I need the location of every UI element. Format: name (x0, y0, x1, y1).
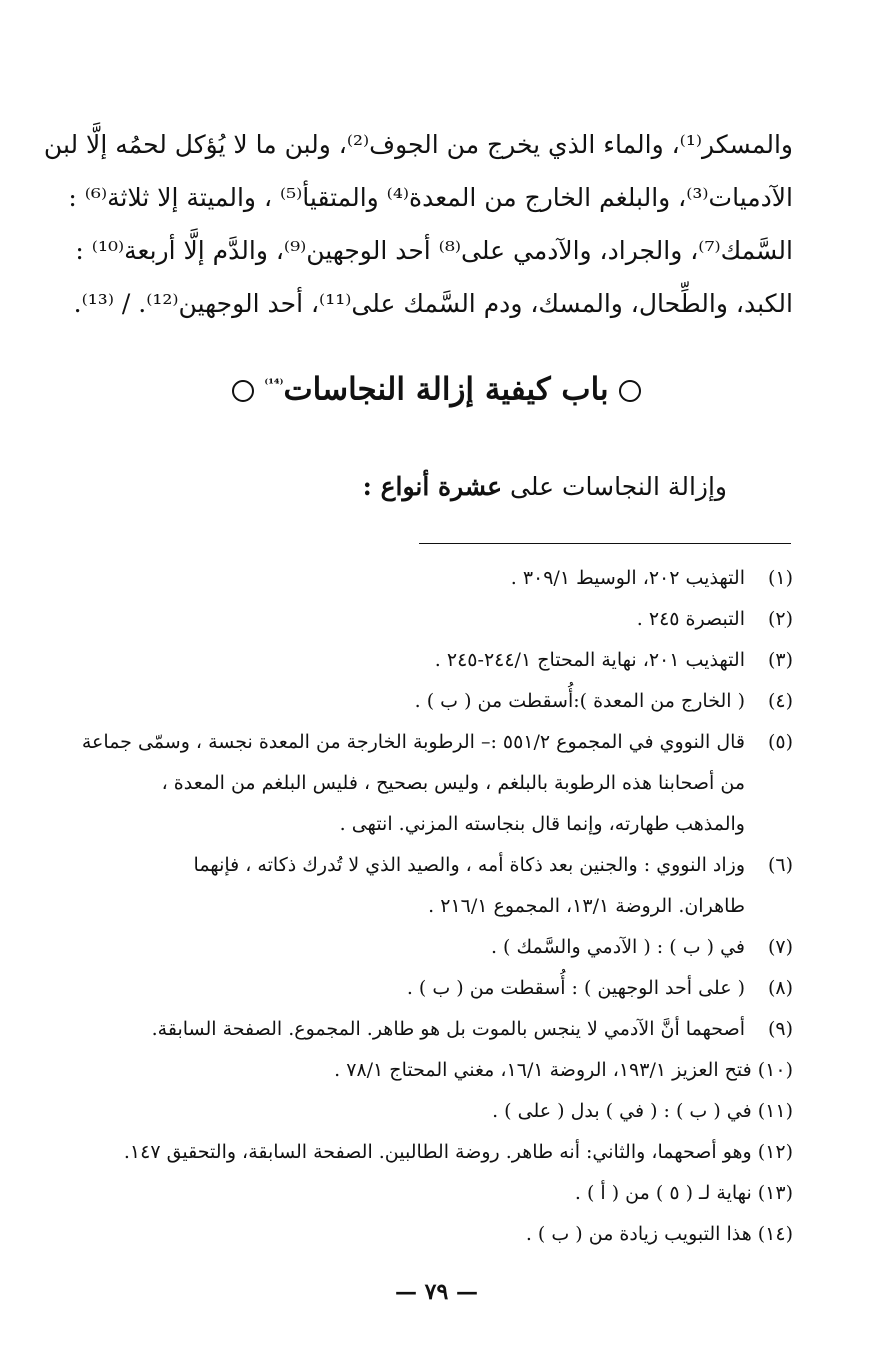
footnote-number: (٢) (767, 608, 793, 630)
footnote (78, 599, 793, 640)
footnote-text: في ( ب ) : ( في ) بدل ( على ) . (492, 1100, 752, 1122)
footnote-text: التهذيب ٢٠٢، الوسيط ٣٠٩/١ . (510, 567, 745, 589)
footnote-text: وهو أصحهما، والثاني: أنه طاهر. روضة الطالبين. الصفحة السابقة، والتحقيق ١٤٧. (123, 1141, 752, 1163)
footnote-text: في ( ب ) : ( الآدمي والسَّمك ) . (490, 936, 745, 958)
footnote (78, 1173, 793, 1214)
footnote-text: فتح العزيز ١٩٣/١، الروضة ١٦/١، مغني المحتاج ٧٨/١ . (334, 1059, 752, 1081)
footnote (78, 1132, 793, 1173)
footnote-number: (١٢) (757, 1141, 793, 1163)
footnote-continuation: طاهران. الروضة ١٣/١، المجموع ٢١٦/١ . (428, 895, 745, 917)
footnote-number: (١٣) (757, 1182, 793, 1204)
footnote-number: (٨) (767, 977, 793, 999)
body-line-4: الكبد، والطِّحال، والمسك، ودم السَّمك على⁽¹¹⁾، أحد الوجهين⁽¹²⁾. / ⁽¹³⁾. (73, 289, 793, 318)
footnote-text: وزاد النووي : والجنين بعد ذكاة أمه ، والصيد الذي لا تُدرك ذكاته ، فإنهما (193, 854, 745, 876)
footnote (78, 640, 793, 681)
footnote-number: (١٠) (757, 1059, 793, 1081)
footnote (78, 722, 793, 763)
footnote-text: قال النووي في المجموع ٥٥١/٢ :– الرطوبة الخارجة من المعدة نجسة ، وسمّى جماعة (81, 731, 745, 753)
page-number: — ٧٩ — (395, 1279, 478, 1305)
intro-text: وإزالة النجاسات على (510, 472, 727, 501)
intro-sentence (363, 465, 727, 509)
footnote-number: (١) (767, 567, 793, 589)
footnote-text: أصحهما أنَّ الآدمي لا ينجس بالموت بل هو طاهر. المجموع. الصفحة السابقة. (151, 1018, 745, 1040)
footnote-text: التبصرة ٢٤٥ . (636, 608, 745, 630)
body-line-1: والمسكر⁽¹⁾، والماء الذي يخرج من الجوف⁽²⁾، ولبن ما لا يُؤكل لحمُه إلَّا لبن (43, 130, 793, 159)
chapter-heading (0, 360, 873, 414)
footnote-number: (١٤) (757, 1223, 793, 1245)
body-line-3: السَّمك⁽⁷⁾، والجراد، والآدمي على⁽⁸⁾ أحد الوجهين⁽⁹⁾، والدَّم إلَّا أربعة⁽¹⁰⁾ : (75, 236, 793, 265)
footnote-number: (٤) (767, 690, 793, 712)
footnote-text: هذا التبويب زيادة من ( ب ) . (525, 1223, 752, 1245)
circle-icon (619, 380, 641, 402)
footnote-text: التهذيب ٢٠١، نهاية المحتاج ٢٤٤/١-٢٤٥ . (434, 649, 745, 671)
footnote-number: (٥) (767, 731, 793, 753)
footnote-text: ( الخارج من المعدة ):أُسقطت من ( ب ) . (414, 690, 745, 712)
footnote (78, 558, 793, 599)
footnote (78, 1214, 793, 1255)
footnotes (78, 558, 793, 1255)
footnote (78, 1009, 793, 1050)
footnote (78, 1091, 793, 1132)
footnote-text: ( على أحد الوجهين ) : أُسقطت من ( ب ) . (406, 977, 745, 999)
footnote-number: (٣) (767, 649, 793, 671)
body-line-2: الآدميات⁽³⁾، والبلغم الخارج من المعدة⁽⁴⁾ والمتقيأ⁽⁵⁾ ، والميتة إلا ثلاثة⁽⁶⁾ : (68, 183, 793, 212)
footnote-continuation: من أصحابنا هذه الرطوبة بالبلغم ، وليس بصحيح ، فليس البلغم من المعدة ، (161, 772, 745, 794)
footnote-number: (٩) (767, 1018, 793, 1040)
circle-icon (232, 380, 254, 402)
chapter-footnote-ref: ⁽¹⁴⁾ (264, 377, 284, 392)
footnote (78, 1050, 793, 1091)
intro-emphasis: عشرة أنواع : (362, 472, 503, 501)
footnote-number: (٧) (767, 936, 793, 958)
footnote-divider (419, 543, 791, 544)
footnote-text: نهاية لـ ( ٥ ) من ( أ ) . (574, 1182, 752, 1204)
footnote-continuation: والمذهب طهارته، وإنما قال بنجاسته المزني. انتهى . (339, 813, 745, 835)
main-text (43, 118, 793, 330)
footnote (78, 927, 793, 968)
footnote (78, 968, 793, 1009)
chapter-title: باب كيفية إزالة النجاسات (283, 371, 609, 408)
footnote-number: (١١) (757, 1100, 793, 1122)
footnote (78, 681, 793, 722)
footnote (78, 845, 793, 886)
footnote-number: (٦) (767, 854, 793, 876)
